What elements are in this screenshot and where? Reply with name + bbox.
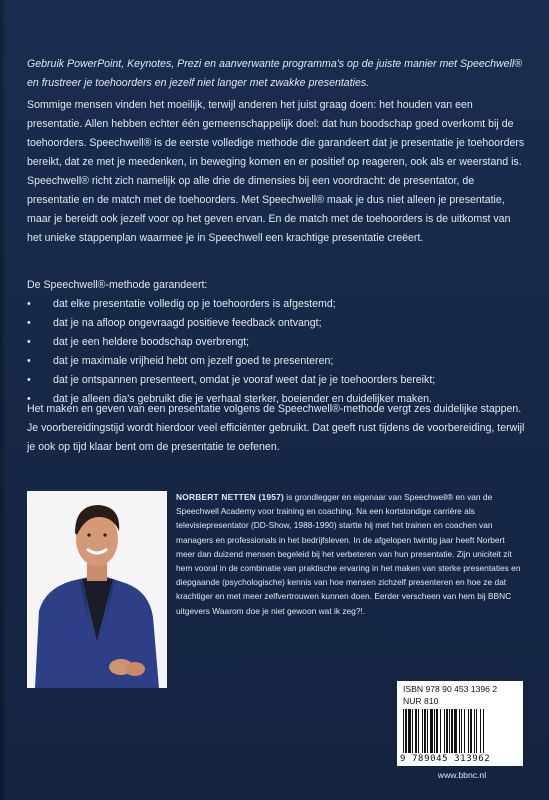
bullet-icon: • [27,336,31,348]
author-bio-text: is grondlegger en eigenaar van Speechwell® en van de Speechwell Academy voor training en coaching. Na een kortstondige carrière als televisiepresentator (DD-Show, 1988-1990) startte hij met het trainen en coachen van managers en professionals in het bedrijfsleven. In de afgelopen twintig jaar heeft Norbert meer dan duizend mensen begeleid bij het verbeteren van hun presentatie. Zijn uniciteit zit hem vooral in de combinatie van praktische ervaring in het maken van sterke presentaties en diepgaande (psychologische) kennis van hoe mensen zichzelf presenteren en hoe ze dat krachtiger en met meer zelfvertrouwen kunnen doen. Eerder verscheen van hem bij BBNC uitgevers Waarom doe je niet gewoon wat ik zeg?!. [176,492,521,616]
barcode-panel [397,681,523,766]
list-item-text: dat je alleen dia's gebruikt die je verhaal sterker, boeiender en duidelijker maken. [53,393,432,405]
author-bio [176,490,526,618]
list-item-text: dat je na afloop ongevraagd positieve feedback ontvangt; [53,317,322,329]
list-item-text: dat je een heldere boodschap overbrengt; [53,336,250,348]
bullet-icon: • [27,317,31,329]
nur-label: NUR 810 [403,696,439,706]
guarantee-list [27,295,527,409]
barcode-icon [401,709,519,753]
list-item [27,314,527,333]
barcode-digits: 9 789045 313962 [400,754,491,764]
spine-shadow [0,0,6,800]
description-paragraph-1: Sommige mensen vinden het moeilijk, terwijl anderen het juist graag doen: het houden van een presentatie. Allen hebben echter één gemeenschappelijk doel: dat hun boodschap goed overkomt bij de toehoorders. Speechwell® is de eerste volledige methode die garandeert dat je presentatie je toehoorders bereikt, dat ze met je meedenken, in beweging komen en er positief op reageren, ook als er weerstand is. Speechwell® richt zich namelijk op alle drie de dimensies bij een voordracht: de presentator, de presentatie en de match met de toehoorders. Met Speechwell® maak je dus niet alleen je presentatie, maar je bereidt ook jezelf voor op het geven ervan. En de match met de toehoorders is de uitkomst van het unieke stappenplan waarmee je in Speechwell een krachtige presentatie creëert. [27,99,525,244]
description-paragraph-2: Het maken en geven van een presentatie volgens de Speechwell®-methode vergt zes duidelijke stappen. Je voorbereidingstijd wordt hierdoor veel efficiënter gebruikt. Dat geeft rust tijdens de voorbereiding, terwijl je ook op tijd klaar bent om de presentatie te oefenen. [27,403,525,453]
list-item [27,295,527,314]
bullet-icon: • [27,298,31,310]
publisher-url: www.bbnc.nl [437,770,487,780]
list-heading: De Speechwell®-methode garandeert: [27,279,208,291]
list-item-text: dat elke presentatie volledig op je toehoorders is afgestemd; [53,298,336,310]
list-item-text: dat je ontspannen presenteert, omdat je vooraf weet dat je je toehoorders bereikt; [53,374,436,386]
list-item-text: dat je maximale vrijheid hebt om jezelf goed te presenteren; [53,355,334,367]
author-photo [27,491,167,688]
author-portrait-icon [27,491,167,688]
list-item [27,371,527,390]
list-item [27,333,527,352]
bullet-icon: • [27,393,31,405]
bullet-icon: • [27,374,31,386]
author-name: NORBERT NETTEN (1957) [176,492,284,502]
list-item [27,352,527,371]
isbn-label: ISBN 978 90 453 1396 2 [403,684,498,694]
intro-text: Gebruik PowerPoint, Keynotes, Prezi en aanverwante programma's op de juiste manier met Speechwell® en frustreer je toehoorders en jezelf niet langer met zwakke presentaties. [27,58,523,89]
bullet-icon: • [27,355,31,367]
